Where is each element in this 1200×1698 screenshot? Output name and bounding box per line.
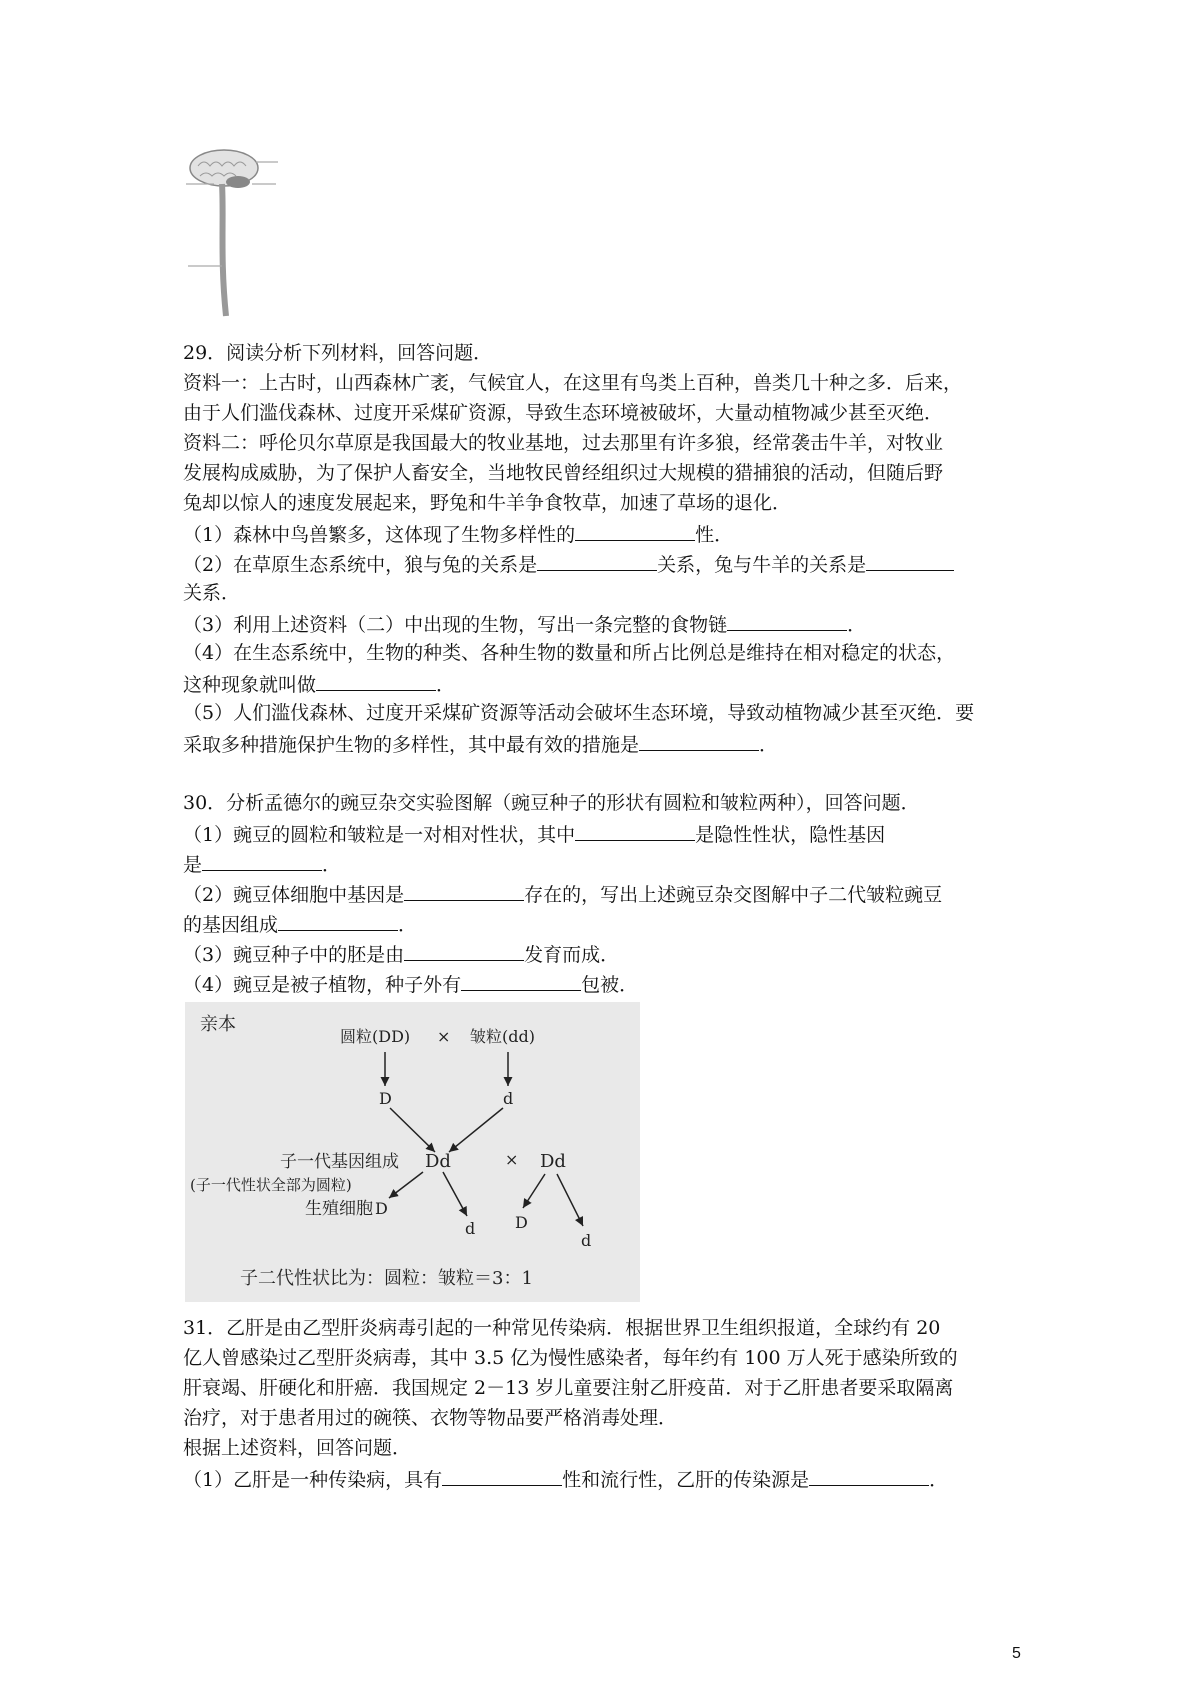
q30-sub2-cont: 的基因组成 ． [183, 908, 1033, 938]
q30-sub1: （1）豌豆的圆粒和皱粒是一对相对性状，其中 是隐性性状，隐性基因 [183, 818, 1033, 848]
answer-blank[interactable] [866, 548, 954, 571]
answer-blank[interactable] [639, 728, 759, 751]
parent2-label: 皱粒(dd) [470, 1027, 535, 1046]
q30-sub1-cont: 是 ． [183, 848, 1033, 878]
q29-material1-line2: 由于人们滥伐森林、过度开采煤矿资源，导致生态环境被破坏，大量动植物减少甚至灭绝． [183, 402, 944, 424]
arrow-right-to-d [557, 1174, 583, 1226]
q29-intro: 29．阅读分析下列材料，回答问题． [183, 342, 493, 364]
f1-label: 子一代基因组成 [280, 1152, 399, 1172]
q29-sub3: （3）利用上述资料（二）中出现的生物，写出一条完整的食物链 ． [183, 608, 1033, 638]
f1-genotype: Dd [425, 1151, 451, 1172]
answer-blank[interactable] [202, 848, 322, 871]
q31-sub1: （1）乙肝是一种传染病，具有 性和流行性，乙肝的传染源是 ． [183, 1463, 1033, 1493]
q30-sub3: （3）豌豆种子中的胚是由 发育而成． [183, 938, 1033, 968]
cerebellum [226, 176, 250, 188]
arrow-f1-to-D [389, 1172, 423, 1198]
parent-label: 亲本 [200, 1014, 236, 1035]
answer-blank[interactable] [461, 968, 581, 991]
q30-sub2: （2）豌豆体细胞中基因是 存在的，写出上述豌豆杂交图解中子二代皱粒豌豆 [183, 878, 1033, 908]
page-number: 5 [1012, 1645, 1021, 1662]
arrow-d-to-f1 [449, 1108, 503, 1152]
question-31 [183, 1313, 1033, 1493]
f1-right-genotype: Dd [540, 1151, 566, 1172]
arrow-f1-to-d [443, 1172, 467, 1216]
q31-line2: 亿人曾感染过乙型肝炎病毒，其中 3.5 亿为慢性感染者，每年约有 100 万人死于感染所致的 [183, 1347, 958, 1369]
q31-line3: 肝衰竭、肝硬化和肝癌．我国规定 2－13 岁儿童要注射乙肝疫苗．对于乙肝患者要采取隔离 [183, 1377, 954, 1399]
f1-note: (子一代性状全部为圆粒) [190, 1176, 352, 1194]
answer-blank[interactable] [537, 548, 657, 571]
q29-sub2-cont: 关系． [183, 582, 241, 604]
q29-sub4-cont: 这种现象就叫做 ． [183, 668, 1033, 698]
cross-symbol-2: × [505, 1150, 519, 1169]
answer-blank[interactable] [404, 938, 524, 961]
q30-intro: 30．分析孟德尔的豌豆杂交实验图解（豌豆种子的形状有圆粒和皱粒两种），回答问题． [183, 792, 920, 814]
answer-blank[interactable] [278, 908, 398, 931]
cross-symbol: × [437, 1027, 451, 1046]
q31-line5: 根据上述资料，回答问题． [183, 1437, 412, 1459]
answer-blank[interactable] [575, 818, 695, 841]
spinal-cord [222, 184, 226, 316]
arrow-right-to-D [523, 1174, 545, 1208]
q29-material2-line3: 兔却以惊人的速度发展起来，野兔和牛羊争食牧草，加速了草场的退化． [183, 492, 792, 514]
germ-cell-label: 生殖细胞 [305, 1199, 373, 1219]
q31-line1: 31．乙肝是由乙型肝炎病毒引起的一种常见传染病．根据世界卫生组织报道，全球约有 20 [183, 1317, 941, 1339]
brain-spinal-cord-figure [186, 148, 296, 318]
q29-sub1: （1）森林中鸟兽繁多，这体现了生物多样性的 性． [183, 518, 1033, 548]
q29-sub5: （5）人们滥伐森林、过度开采煤矿资源等活动会破坏生态环境，导致动植物减少甚至灭绝．要 [183, 702, 975, 724]
q29-sub5-cont: 采取多种措施保护生物的多样性，其中最有效的措施是 ． [183, 728, 1033, 758]
question-30 [183, 788, 1033, 998]
q29-material2-line2: 发展构成威胁，为了保护人畜安全，当地牧民曾经组织过大规模的猎捕狼的活动，但随后野 [183, 462, 944, 484]
q29-sub2: （2）在草原生态系统中，狼与兔的关系是 关系，兔与牛羊的关系是 [183, 548, 1033, 578]
answer-blank[interactable] [727, 608, 847, 631]
answer-blank[interactable] [809, 1463, 929, 1486]
arrow-D-to-f1 [390, 1108, 435, 1152]
answer-blank[interactable] [316, 668, 436, 691]
f2-ratio: 子二代性状比为：圆粒：皱粒＝3：1 [240, 1268, 533, 1289]
q29-sub4: （4）在生态系统中，生物的种类、各种生物的数量和所占比例总是维持在相对稳定的状态， [183, 642, 956, 664]
germ-D-left: D [375, 1199, 388, 1218]
gamete-D: D [379, 1089, 392, 1108]
q31-line4: 治疗，对于患者用过的碗筷、衣物等物品要严格消毒处理． [183, 1407, 678, 1429]
answer-blank[interactable] [442, 1463, 562, 1486]
pea-cross-diagram [185, 1002, 640, 1302]
answer-blank[interactable] [575, 518, 695, 541]
q29-material2-line1: 资料二：呼伦贝尔草原是我国最大的牧业基地，过去那里有许多狼，经常袭击牛羊，对牧业 [183, 432, 944, 454]
question-29 [183, 338, 1033, 758]
q29-material1-line1: 资料一：上古时，山西森林广袤，气候宜人，在这里有鸟类上百种，兽类几十种之多．后来， [183, 372, 963, 394]
gamete-d: d [503, 1089, 514, 1108]
germ-d-right: d [581, 1231, 592, 1250]
germ-D-right: D [515, 1213, 528, 1232]
germ-d-left: d [465, 1219, 476, 1238]
parent1-label: 圆粒(DD) [340, 1027, 411, 1046]
q30-sub4: （4）豌豆是被子植物，种子外有 包被． [183, 968, 1033, 998]
answer-blank[interactable] [404, 878, 524, 901]
